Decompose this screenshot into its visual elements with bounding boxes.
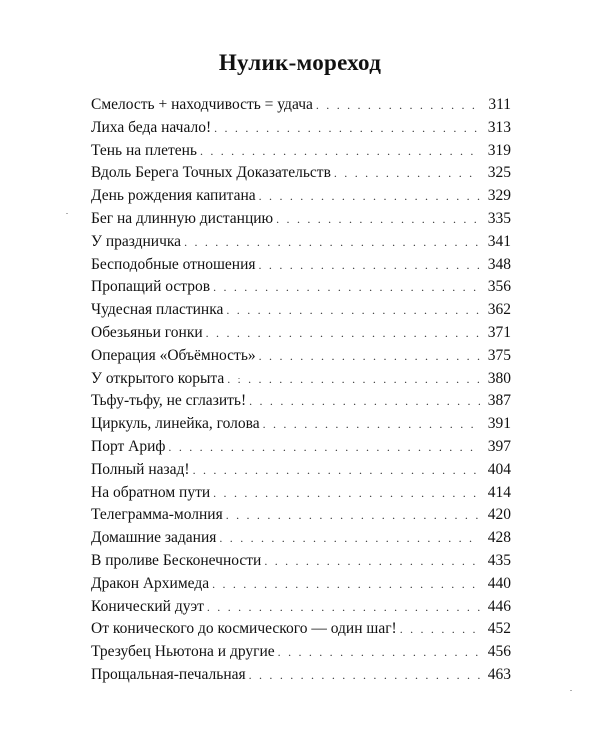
toc-entry-title: Бесподобные отношения [91,255,256,273]
toc-entry-title: На обратном пути [91,483,211,501]
toc-entry-title: Лиха беда начало! [91,118,212,136]
toc-entry-page: 452 [487,620,511,638]
toc-entry-page: 319 [487,141,511,159]
dot-leader [193,459,480,482]
toc-entry-page: 362 [487,301,511,319]
toc-entry-page: 435 [487,551,511,569]
print-speck [66,213,68,214]
toc-entry [91,664,511,687]
toc-entry-title: Прощальная-печальная [91,665,246,683]
toc-entry-title: Полный назад! [91,460,190,478]
toc-entry-title: Порт Ариф [91,437,166,455]
toc-entry [91,208,511,231]
dot-leader [334,162,480,185]
toc-entry [91,254,511,277]
toc-entry [91,504,511,527]
toc-entry-title: От конического до космического — один шаг! [91,620,397,638]
toc-entry [91,231,511,254]
dot-leader [212,573,480,596]
toc-entry-page: 375 [487,346,511,364]
toc-entry-title: Трезубец Ньютона и другие [91,643,275,661]
dot-leader [200,140,480,163]
toc-entry [91,368,511,391]
toc-entry-title: Операция «Объёмность» [91,346,256,364]
toc-entry [91,345,511,368]
toc-entry-page: 391 [487,415,511,433]
toc-entry-page: 404 [487,460,511,478]
toc-entry [91,140,511,163]
toc-entry [91,390,511,413]
toc-entry [91,596,511,619]
toc-entry-page: 414 [487,483,511,501]
dot-leader [249,390,480,413]
toc-entry-title: День рождения капитана [91,187,256,205]
toc-entry [91,573,511,596]
toc-entry-title: В проливе Бесконечности [91,551,262,569]
toc-entry-title: Дракон Архимеда [91,574,210,592]
dot-leader [214,117,480,140]
dot-leader [168,436,480,459]
toc-entry-title: Конический дуэт [91,597,204,615]
toc-entry [91,459,511,482]
toc-entry-page: 325 [487,164,511,182]
dot-leader [207,596,480,619]
dot-leader [259,345,480,368]
toc-entry-page: 428 [487,529,511,547]
toc-entry-page: 456 [487,643,511,661]
toc-entry-page: 313 [487,118,511,136]
print-speck [570,690,572,691]
toc-entry [91,162,511,185]
toc-entry-title: Вдоль Берега Точных Доказательств [91,164,331,182]
toc-entry-page: 329 [487,187,511,205]
toc-entry-title: Чудесная пластинка [91,301,224,319]
toc-entry [91,550,511,573]
toc-entry-title: Домашние задания [91,529,217,547]
toc-entry [91,436,511,459]
toc-entry-title: Бег на длинную дистанцию [91,209,274,227]
dot-leader [276,208,480,231]
toc-entry [91,299,511,322]
dot-leader [226,504,480,527]
toc-entry-page: 335 [487,209,511,227]
dot-leader [213,276,480,299]
dot-leader [259,254,480,277]
toc-entry [91,618,511,641]
toc-entry-title: У праздничка [91,232,182,250]
toc-entry [91,527,511,550]
toc-entry-title: Тень на плетень [91,141,197,159]
dot-leader [213,482,480,505]
dot-leader [263,413,480,436]
toc-entry [91,322,511,345]
dot-leader [184,231,480,254]
toc-entry [91,276,511,299]
toc-entry-page: 397 [487,437,511,455]
dot-leader [259,185,480,208]
toc-entry-page: 440 [487,574,511,592]
toc-entry-title: Циркуль, линейка, голова [91,415,260,433]
toc-entry-page: 463 [487,665,511,683]
toc-entry-page: 311 [488,96,511,113]
toc-entry-page: 420 [487,506,511,524]
dot-leader [226,299,480,322]
dot-leader [219,527,480,550]
dot-leader [400,618,480,641]
toc-entry-page: 380 [487,369,511,387]
toc-entry [91,413,511,436]
toc-entry-page: 348 [487,255,511,273]
toc-entry-page: 356 [487,278,511,296]
toc-entry-title: Пропащий остров [91,278,211,296]
toc-entry [91,482,511,505]
toc-entry-page: 341 [487,232,511,250]
section-title: Нулик-мореход [218,50,382,75]
toc-entry [91,185,511,208]
toc-entry-title: Телеграмма-молния [91,506,223,524]
toc-entry-title: Смелость + находчивость = удача [91,96,313,113]
dot-leader [316,94,480,117]
toc-entry [91,94,511,117]
toc-entry-page: 446 [487,597,511,615]
toc-entry-title: Тьфу-тьфу, не сглазить! [91,392,247,410]
toc-entry-page: 387 [487,392,511,410]
table-of-contents [91,94,511,687]
dot-leader [278,641,480,664]
toc-entry [91,641,511,664]
dot-leader [264,550,480,573]
dot-leader [227,368,480,391]
toc-entry-page: 371 [487,323,511,341]
toc-entry [91,117,511,140]
dot-leader [206,322,480,345]
toc-entry-title: У открытого корыта [91,369,225,387]
toc-entry-title: Обезьяньи гонки [91,323,203,341]
dot-leader [249,664,480,687]
print-speck [238,378,240,379]
